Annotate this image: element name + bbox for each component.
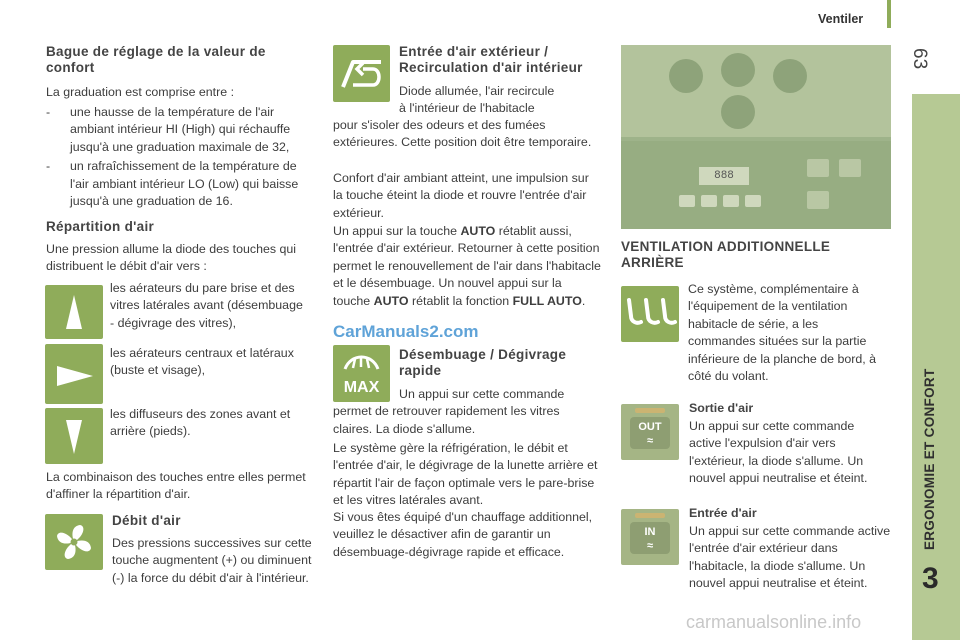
control-button[interactable] <box>839 159 861 177</box>
repartition-feet-text: les diffuseurs des zones avant et arrière (pieds). <box>110 407 291 439</box>
section-title: Ventiler <box>818 12 864 26</box>
control-button[interactable] <box>679 195 695 207</box>
entree-para2: Confort d'air ambiant atteint, une impulsion sur la touche éteint la diode et rouvre l'entrée d'air extérieur. <box>333 171 589 220</box>
rear-ventilation-icon <box>621 286 679 342</box>
entree-para1c: pour s'isoler des odeurs et des fumées extérieures. Cette position doit être temporaire. <box>333 118 592 150</box>
control-button[interactable] <box>745 195 761 207</box>
fan-speed-icon[interactable] <box>45 514 103 570</box>
debit-heading: Débit d'air <box>112 513 181 528</box>
in-key <box>630 522 670 554</box>
control-button[interactable] <box>807 191 829 209</box>
out-arrow-icon: ≈ <box>646 435 654 447</box>
repartition-face-text: les aérateurs centraux et latéraux (buste et visage), <box>110 346 294 378</box>
watermark-carmanuals: CarManuals2.com <box>333 322 479 341</box>
control-panel <box>621 141 891 229</box>
debit-text: Des pressions successives sur cette touche augmentent (+) ou diminuent (-) la force du débit d'air à l'intérieur. <box>112 536 312 585</box>
text-run: . <box>581 293 586 308</box>
repartition-windscreen-text: les aérateurs du pare brise et des vitres latérales avant (désembuage - dégivrage des vitres), <box>110 281 303 330</box>
dashboard-photo <box>621 45 891 229</box>
desembuage-para3: Si vous êtes équipé d'un chauffage additionnel, veuillez le désactiver afin de garantir un désembuage-dégivrage rapide et efficace. <box>333 510 593 559</box>
vent-round-4 <box>721 95 755 129</box>
entree-heading: Entrée d'air <box>689 506 757 520</box>
bague-heading: Bague de réglage de la valeur de confort <box>46 44 266 75</box>
out-key <box>630 417 670 449</box>
airflow-feet-icon[interactable] <box>45 408 103 464</box>
sortie-text: Un appui sur cette commande active l'expulsion d'air vers l'extérieur, la diode s'allume. Un nouvel appui neutralise et éteint. <box>689 419 868 486</box>
text-run: rétablit la fonction <box>408 293 513 308</box>
desembuage-para1a: Un appui sur cette commande permet de retrouver rapidement les vitres claires. La diode s'allume. <box>333 387 565 436</box>
ventilation-heading: VENTILATION ADDITIONNELLE ARRIÈRE <box>621 239 831 270</box>
max-label: MAX <box>343 379 380 396</box>
in-arrow-icon: ≈ <box>646 540 654 552</box>
entree-air-heading: Entrée d'air extérieur / Recirculation d'air intérieur <box>399 44 583 75</box>
in-label: IN <box>644 526 656 538</box>
entree-para1a: Diode allumée, l'air recircule <box>399 84 555 98</box>
text-run: Un appui sur la touche <box>333 224 461 238</box>
vent-round-1 <box>669 59 703 93</box>
repartition-heading: Répartition d'air <box>46 219 155 234</box>
led-indicator <box>635 513 665 518</box>
desembuage-para2: Le système gère la réfrigération, le débit et l'entrée d'air, le dégivrage de la lunette arrière et répartit l'air de façon optimale vers le pare-brise et les vitres latérales avant. <box>333 441 598 508</box>
footer-watermark: carmanualsonline.info <box>686 612 862 632</box>
control-button[interactable] <box>807 159 829 177</box>
air-in-button[interactable] <box>621 509 679 565</box>
page-number: 63 <box>909 48 930 70</box>
airflow-face-icon[interactable] <box>45 344 103 404</box>
ventilation-text: Ce système, complémentaire à l'équipement de la ventilation habitacle de série, a les commandes situées sur la partie inférieure de la planche de bord, à côté du volant. <box>688 282 877 384</box>
air-vent-panel <box>621 45 891 137</box>
full-auto-label: FULL AUTO <box>512 293 582 308</box>
desembuage-heading: Désembuage / Dégivrage rapide <box>399 347 567 378</box>
out-label: OUT <box>638 421 662 433</box>
air-out-button[interactable] <box>621 404 679 460</box>
chapter-number: 3 <box>922 562 939 595</box>
bague-list <box>46 104 314 210</box>
chapter-side-tab <box>912 94 960 640</box>
header-rule <box>887 0 891 28</box>
repartition-intro: Une pression allume la diode des touches qui distribuent le débit d'air vers : <box>46 242 297 274</box>
vent-round-3 <box>773 59 807 93</box>
chapter-title: ERGONOMIE ET CONFORT <box>922 368 937 550</box>
recirculation-icon[interactable] <box>333 45 390 102</box>
list-item: - un rafraîchissement de la température de l'air ambiant intérieur LO (Low) qui baisse jusqu'à une graduation de 16. <box>46 158 314 210</box>
list-item: - une hausse de la température de l'air ambiant intérieur HI (High) qui réchauffe jusqu'à une graduation maximale de 32, <box>46 104 314 156</box>
bague-intro: La graduation est comprise entre : <box>46 85 235 99</box>
led-indicator <box>635 408 665 413</box>
text-run: rétablit aussi, l'entrée d'air extérieur. Retourner à cette position permet le renouvellement de l'air dans l'habitacle et le désembuage. Un nouvel appui sur la touche <box>333 224 601 308</box>
auto-label: AUTO <box>460 224 496 238</box>
vent-round-2 <box>721 53 755 87</box>
control-button[interactable] <box>723 195 739 207</box>
repartition-outro: La combinaison des touches entre elles permet d'affiner la répartition d'air. <box>46 470 306 502</box>
sortie-heading: Sortie d'air <box>689 401 754 415</box>
entree-para1b: à l'intérieur de l'habitacle <box>399 101 535 115</box>
airflow-windscreen-icon[interactable] <box>45 285 103 339</box>
control-button[interactable] <box>701 195 717 207</box>
control-display: 888 <box>699 167 749 185</box>
entree-text: Un appui sur cette commande active l'entrée d'air extérieur dans l'habitacle, la diode s'allume. Un nouvel appui neutralise et éteint. <box>689 524 891 591</box>
auto-label: AUTO <box>373 293 409 308</box>
entree-para3 <box>333 223 601 310</box>
